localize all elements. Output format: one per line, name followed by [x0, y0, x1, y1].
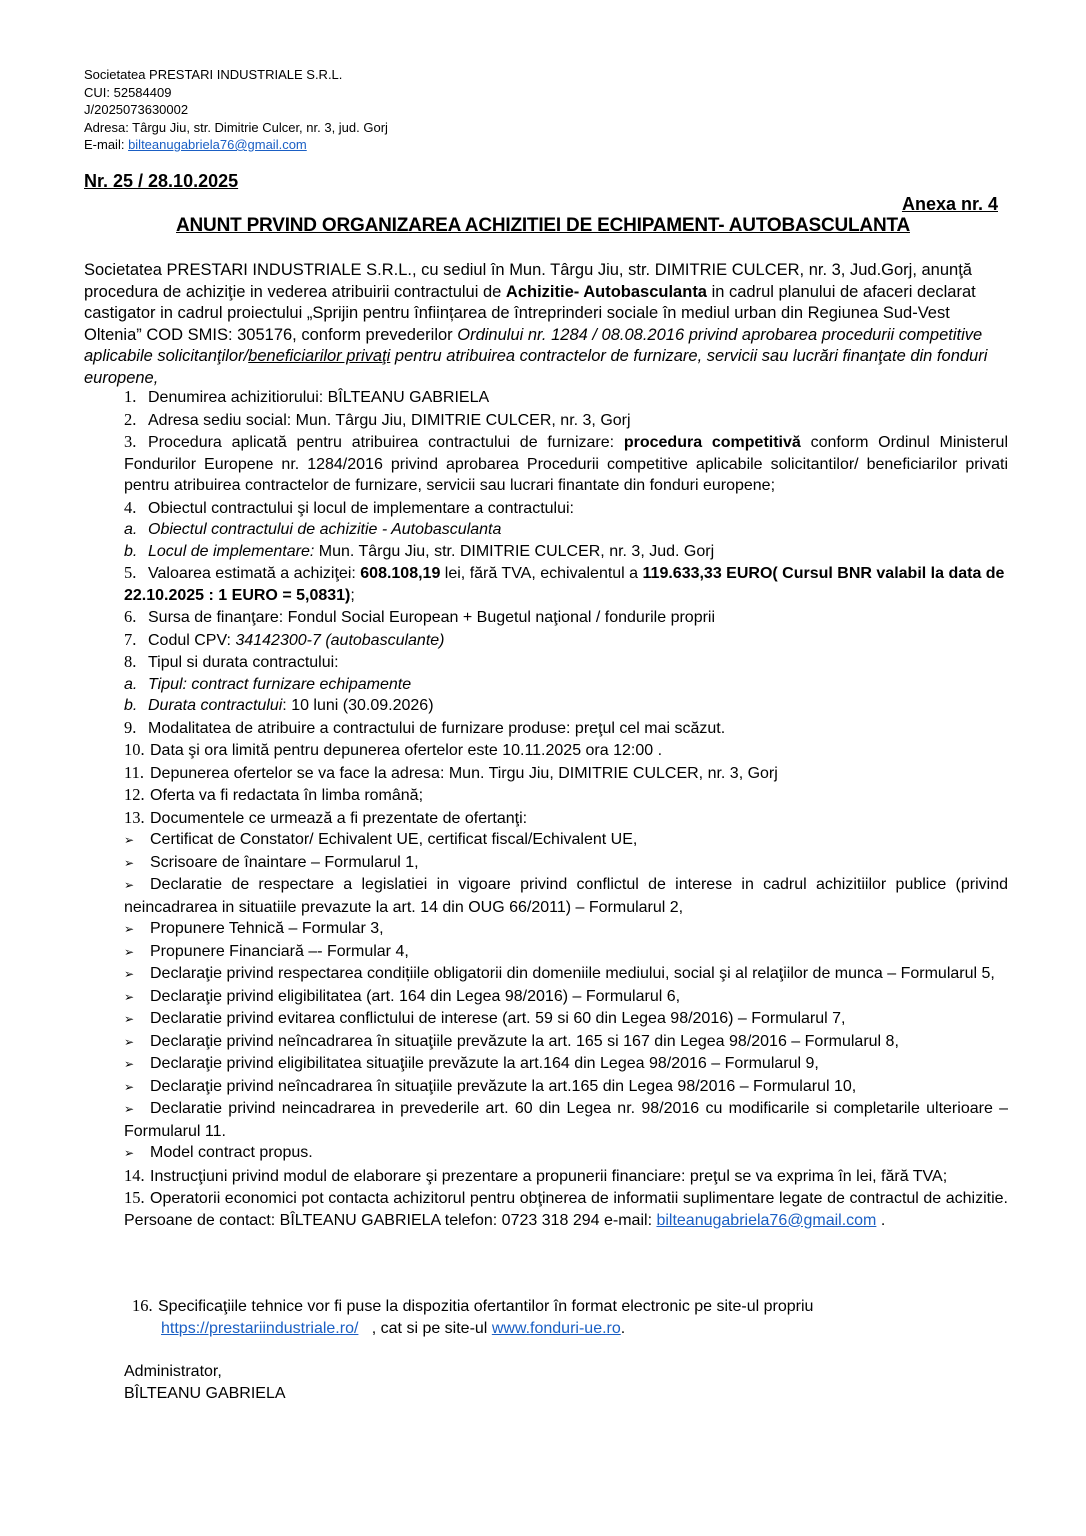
item-5 — [124, 562, 1008, 606]
item-label: Durata contractului — [148, 697, 283, 714]
item-4b — [124, 541, 1008, 563]
item-text-post: . — [620, 1319, 626, 1337]
signature-name: BÎLTEANU GABRIELA — [124, 1384, 286, 1402]
doc-text: Propunere Tehnică – Formular 3, — [150, 920, 384, 937]
item-text: Specificaţiile tehnice vor fi puse la dispozitia ofertantilor în format electronic pe site-ul propriu — [158, 1298, 814, 1315]
item-number: 10. — [124, 740, 145, 759]
item-3 — [124, 431, 1008, 497]
intro-text-2: in cadrul planului de afaceri declarat castigator in cadrul proiectului „Sprijin pentru înființarea de întreprinderi sociale în mediul urban din Regiunea Sud-Vest Oltenia” COD SMIS: 305176, conform prevederilor — [84, 282, 976, 344]
item-text: Tipul: contract furnizare echipamente — [148, 675, 412, 693]
arrow-bullet-icon: ➢ — [124, 967, 135, 981]
item-number: 12. — [124, 785, 145, 804]
item-text: Procedura aplicată pentru atribuirea contractului de furnizare: — [148, 434, 624, 451]
intro-ordin-text: Ordinului nr. 1284 / 08.08.2016 privind aprobarea procedurii competitive aplicabile solicitanţilor/ — [84, 325, 983, 365]
item-letter: b. — [124, 542, 138, 560]
item-text: Sursa de finanţare: Fondul Social European + Bugetul naţional / fondurile proprii — [148, 609, 716, 626]
item-text: Documentele ce urmează a fi prezentate de ofertanţi: — [150, 809, 528, 827]
item-16-line1 — [132, 1295, 1012, 1318]
item-text: Operatorii economici pot contacta achizitorul pentru obţinerea de informatii suplimentare legate de contractul de achizitie. Persoane de contact: BÎLTEANU GABRIELA telefon: 0723 318 294 e-mail: — [124, 1190, 1008, 1229]
item-16 — [132, 1295, 1012, 1339]
item-label: Codul CPV: — [148, 631, 236, 649]
arrow-bullet-icon: ➢ — [124, 1012, 135, 1026]
company-name: Societatea PRESTARI INDUSTRIALE S.R.L. — [84, 67, 343, 82]
item-6 — [124, 606, 1008, 629]
item-number: 3. — [124, 432, 137, 451]
item-13 — [124, 807, 1008, 830]
item-number: 6. — [124, 607, 137, 626]
item-number: 9. — [124, 717, 137, 737]
arrow-bullet-icon: ➢ — [124, 1079, 135, 1094]
item-11 — [124, 762, 1008, 785]
arrow-bullet-icon: ➢ — [124, 922, 135, 936]
arrow-bullet-icon: ➢ — [124, 878, 135, 892]
item-text: : 10 luni (30.09.2026) — [282, 697, 434, 714]
doc-list-item — [124, 918, 1008, 941]
item-14 — [124, 1165, 1008, 1188]
item-letter: b. — [124, 697, 138, 714]
item-number: 5. — [124, 563, 137, 582]
item-number: 16. — [132, 1296, 153, 1315]
item-text: Obiectul contractului de achizitie - Autobasculanta — [148, 521, 502, 538]
company-cui: CUI: 52584409 — [84, 84, 172, 100]
item-text-post: conform Ordinul Ministerul Fondurilor Europene nr. 1284/2016 privind aprobarea Procedurii competitive aplicabile solicitantilor/ beneficiarilor privati pentru atribuirea contractelor de furnizare, servicii sau lucrari finantate din fonduri europene; — [124, 434, 1009, 494]
doc-list-item — [124, 941, 1008, 964]
company-email-row — [84, 136, 388, 154]
item-number: 7. — [124, 629, 137, 649]
company-header — [84, 66, 388, 154]
arrow-bullet-icon: ➢ — [124, 944, 135, 959]
item-bold: procedura competitivă — [623, 434, 801, 451]
annex-label: Anexa nr. 4 — [901, 194, 998, 214]
intro-underlined-text: beneficiarilor privaţi — [248, 347, 391, 365]
doc-list-item — [124, 852, 1008, 875]
doc-list-item — [124, 1008, 1008, 1031]
doc-text: Propunere Financiară –- Formular 4, — [150, 942, 409, 960]
item-label: Locul de implementare: — [148, 542, 315, 560]
item-number: 1. — [124, 387, 137, 406]
doc-text: Declaraţie privind eligibilitatea (art. 164 din Legea 98/2016) – Formularul 6, — [150, 987, 681, 1005]
page-title: ANUNT PRVIND ORGANIZAREA ACHIZITIEI DE ECHIPAMENT- AUTOBASCULANTA — [176, 215, 910, 236]
signature-role: Administrator, — [124, 1363, 222, 1380]
item-15 — [124, 1187, 1008, 1231]
doc-text: Declaratie privind evitarea conflictului de interese (art. 59 si 60 din Legea 98/2016) – Formularul 7, — [150, 1010, 846, 1027]
item-9 — [124, 717, 1008, 740]
arrow-bullet-icon: ➢ — [124, 1146, 135, 1160]
item-8b — [124, 695, 1008, 717]
item-12 — [124, 784, 1008, 807]
company-website-link[interactable]: https://prestariindustriale.ro/ — [161, 1319, 359, 1337]
item-8 — [124, 651, 1008, 674]
item-1 — [124, 386, 1008, 409]
doc-list-item — [124, 1098, 1008, 1142]
item-text: Oferta va fi redactata în limba română; — [150, 787, 424, 804]
doc-list-item — [124, 1031, 1008, 1054]
item-text: Instrucţiuni privind modul de elaborare şi prezentare a propunerii financiare: preţul se va exprima în lei, fără TVA; — [150, 1167, 948, 1185]
value-lei: 608.108,19 — [360, 565, 441, 582]
item-2 — [124, 409, 1008, 432]
item-16-line2 — [132, 1318, 1012, 1340]
intro-text: Societatea PRESTARI INDUSTRIALE S.R.L., cu sediul în Mun. Târgu Jiu, str. DIMITRIE CULCER, nr. 3, Jud.Gorj, anunţă procedura de achiziţie in vederea atribuirii contractului de — [84, 261, 972, 301]
cpv-code: 34142300-7 (autobasculante) — [235, 631, 445, 649]
doc-list-item — [124, 1076, 1008, 1099]
announcement-items — [124, 386, 1008, 1231]
company-email-link[interactable]: bilteanugabriela76@gmail.com — [128, 137, 307, 152]
doc-text: Declaratie privind neincadrarea in prevederile art. 60 din Legea nr. 98/2016 cu modificarile si completarile ulterioare – Formularul 11. — [124, 1100, 1008, 1140]
doc-text: Model contract propus. — [150, 1144, 313, 1161]
doc-text: Declaratie de respectare a legislatiei in vigoare privind conflictul de interese in cadrul achizitiilor publice (privind neincadrarea in situatiile prevazute la art. 14 din OUG 66/2011) – Formularul 2, — [124, 876, 1008, 916]
item-text: Depunerea ofertelor se va face la adresa: Mun. Tirgu Jiu, DIMITRIE CULCER, nr. 3, Gorj — [150, 764, 778, 782]
item-number: 15. — [124, 1188, 145, 1207]
doc-text: Declaraţie privind eligibilitatea situaţiile prevăzute la art.164 din Legea 98/2016 – Formularul 9, — [150, 1055, 819, 1072]
doc-text: Declaraţie privind neîncadrarea în situaţiile prevăzute la art. 165 si 167 din Legea 98/2016 – Formularul 8, — [150, 1032, 899, 1050]
arrow-bullet-icon: ➢ — [124, 1057, 135, 1071]
email-label: E-mail: — [84, 137, 129, 152]
company-address: Adresa: Târgu Jiu, str. Dimitrie Culcer, nr. 3, jud. Gorj — [84, 119, 388, 135]
doc-text: Scrisoare de înaintare – Formularul 1, — [150, 853, 419, 871]
arrow-bullet-icon: ➢ — [124, 989, 135, 1004]
contact-email-link[interactable]: bilteanugabriela76@gmail.com — [656, 1211, 877, 1229]
doc-list-item — [124, 874, 1008, 918]
intro-bold-object: Achizitie- Autobasculanta — [505, 282, 707, 301]
doc-text: Certificat de Constator/ Echivalent UE, certificat fiscal/Echivalent UE, — [150, 831, 638, 848]
doc-list-item — [124, 986, 1008, 1009]
item-text: Tipul si durata contractului: — [148, 654, 339, 671]
item-7 — [124, 629, 1008, 652]
item-number: 8. — [124, 652, 137, 671]
arrow-bullet-icon: ➢ — [124, 1102, 135, 1116]
doc-list-item — [124, 963, 1008, 986]
item-text: Mun. Târgu Jiu, str. DIMITRIE CULCER, nr. 3, Jud. Gorj — [314, 542, 715, 560]
item-text: Data şi ora limită pentru depunerea ofertelor este 10.11.2025 ora 12:00 . — [150, 742, 663, 759]
doc-text: Declaraţie privind respectarea condițiile obligatorii din domeniile mediului, social şi al relaţiilor de munca – Formularul 5, — [150, 965, 995, 982]
item-text: Obiectul contractului şi locul de implementare a contractului: — [148, 499, 574, 517]
item-text: Modalitatea de atribuire a contractului de furnizare produse: preţul cel mai scăzut. — [148, 719, 726, 737]
item-text: Valoarea estimată a achiziţei: — [148, 565, 361, 582]
company-registration: J/2025073630002 — [84, 102, 189, 117]
item-letter: a. — [124, 521, 138, 538]
item-number: 11. — [124, 762, 145, 782]
intro-paragraph — [84, 260, 1004, 389]
arrow-bullet-icon: ➢ — [124, 833, 135, 847]
item-text: Denumirea achizitiorului: BÎLTEANU GABRIELA — [148, 389, 490, 406]
item-letter: a. — [124, 675, 138, 693]
arrow-bullet-icon: ➢ — [124, 1034, 135, 1049]
item-number: 14. — [124, 1165, 145, 1185]
item-8a — [124, 674, 1008, 696]
item-text-mid: lei, fără TVA, echivalentul a — [440, 565, 643, 582]
item-number: 13. — [124, 807, 145, 827]
doc-list-item — [124, 829, 1008, 852]
item-text: Adresa sediu social: Mun. Târgu Jiu, DIMITRIE CULCER, nr. 3, Gorj — [148, 411, 631, 429]
doc-text: Declaraţie privind neîncadrarea în situaţiile prevăzute la art.165 din Legea 98/2016 – Formularul 10, — [150, 1077, 857, 1095]
item-4 — [124, 497, 1008, 520]
item-4a — [124, 519, 1008, 541]
document-number: Nr. 25 / 28.10.2025 — [84, 171, 239, 191]
doc-list-item — [124, 1053, 1008, 1076]
item-number: 4. — [124, 497, 137, 517]
item-text-mid: , cat si pe site-ul — [358, 1319, 492, 1337]
item-10 — [124, 739, 1008, 762]
item-text-post: . — [876, 1211, 886, 1229]
arrow-bullet-icon: ➢ — [124, 855, 135, 870]
item-number: 2. — [124, 409, 137, 429]
fonduri-ue-link[interactable]: www.fonduri-ue.ro — [491, 1319, 621, 1337]
doc-list-item — [124, 1142, 1008, 1165]
intro-ordin-end: pentru atribuirea contractelor de furnizare, servicii sau lucrări finanţate din fonduri europene, — [84, 347, 988, 387]
signature-block — [124, 1361, 286, 1404]
item-text-post: ; — [350, 586, 355, 604]
value-eur: 119.633,33 EURO( Cursul BNR valabil la data de 22.10.2025 : 1 EURO = 5,0831) — [124, 565, 1005, 604]
